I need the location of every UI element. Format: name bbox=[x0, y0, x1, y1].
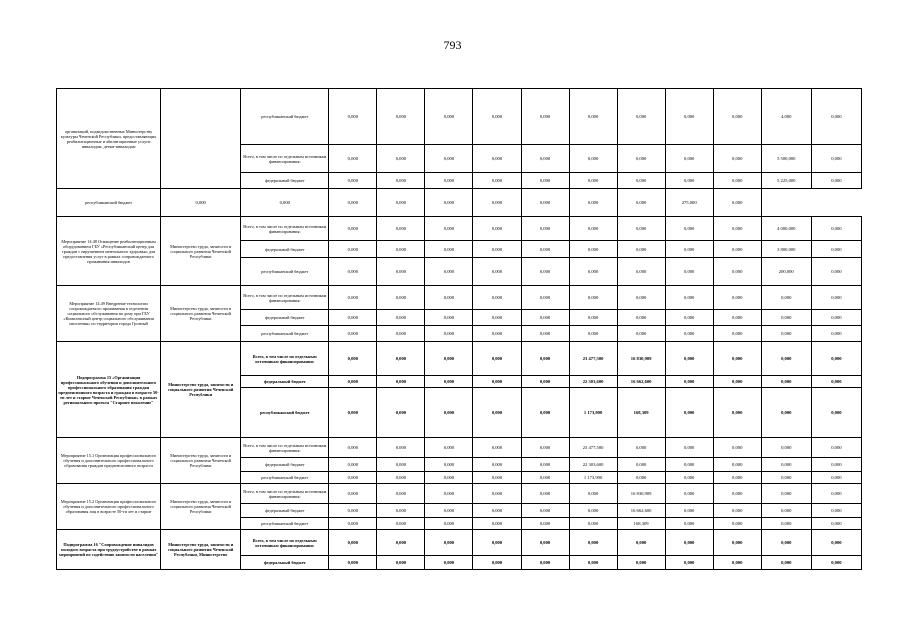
amount-cell: 0,000 bbox=[665, 326, 713, 342]
amount-cell: 0,000 bbox=[329, 472, 377, 484]
responsible-executor-cell: Министерство труда, занятости и социального развития Чеченской Республики bbox=[161, 484, 241, 530]
page-number: 793 bbox=[443, 38, 462, 52]
amount-cell: 0,000 bbox=[425, 472, 473, 484]
amount-cell: 0,000 bbox=[811, 518, 861, 530]
funding-source-cell: республиканский бюджет bbox=[241, 258, 329, 286]
amount-cell: 0,000 bbox=[329, 258, 377, 286]
activity-name-cell: Мероприятие 15.1 Организация профессионального обучения и дополнительного профессионального образования граждан предпенсионного возраста bbox=[57, 438, 161, 484]
amount-cell: 0,000 bbox=[473, 484, 521, 504]
funding-source-cell: федеральный бюджет bbox=[241, 241, 329, 258]
amount-cell: 0,000 bbox=[713, 189, 761, 217]
amount-cell: 0,000 bbox=[473, 472, 521, 484]
amount-cell: 0,000 bbox=[569, 189, 617, 217]
amount-cell: 0,000 bbox=[569, 556, 617, 570]
amount-cell: 0,000 bbox=[569, 518, 617, 530]
amount-cell: 0,000 bbox=[425, 530, 473, 556]
amount-cell: 0,000 bbox=[521, 504, 569, 518]
amount-cell: 0,000 bbox=[761, 484, 811, 504]
amount-cell: 0,000 bbox=[329, 376, 377, 388]
funding-source-cell: Всего, в том числе по отдельным источникам финансирования: bbox=[241, 342, 329, 376]
amount-cell: 0,000 bbox=[569, 173, 617, 189]
amount-cell: 0,000 bbox=[377, 241, 425, 258]
amount-cell: 16 662,600 bbox=[617, 376, 665, 388]
amount-cell: 0,000 bbox=[761, 504, 811, 518]
amount-cell: 0,000 bbox=[761, 472, 811, 484]
amount-cell: 0,000 bbox=[761, 438, 811, 458]
amount-cell: 23 477,500 bbox=[569, 438, 617, 458]
amount-cell: 0,000 bbox=[377, 556, 425, 570]
amount-cell: 0,000 bbox=[617, 530, 665, 556]
amount-cell: 0,000 bbox=[377, 530, 425, 556]
amount-cell: 0,000 bbox=[521, 217, 569, 241]
amount-cell: 0,000 bbox=[521, 89, 569, 145]
funding-source-cell: республиканский бюджет bbox=[241, 89, 329, 145]
funding-source-cell: федеральный бюджет bbox=[241, 458, 329, 472]
budget-table-body bbox=[57, 89, 862, 570]
amount-cell: 0,000 bbox=[473, 189, 521, 217]
amount-cell: 0,000 bbox=[811, 530, 861, 556]
amount-cell: 0,000 bbox=[617, 145, 665, 173]
amount-cell: 0,000 bbox=[713, 556, 761, 570]
table-row bbox=[57, 484, 862, 504]
amount-cell: 0,000 bbox=[425, 458, 473, 472]
amount-cell: 0,000 bbox=[713, 217, 761, 241]
amount-cell: 0,000 bbox=[569, 504, 617, 518]
amount-cell: 0,000 bbox=[665, 388, 713, 438]
amount-cell: 0,000 bbox=[329, 530, 377, 556]
amount-cell: 0,000 bbox=[473, 89, 521, 145]
budget-table bbox=[56, 88, 862, 570]
amount-cell: 0,000 bbox=[473, 504, 521, 518]
amount-cell: 0,000 bbox=[617, 189, 665, 217]
amount-cell: 0,000 bbox=[329, 286, 377, 310]
amount-cell: 0,000 bbox=[377, 217, 425, 241]
amount-cell: 0,000 bbox=[521, 388, 569, 438]
amount-cell: 0,000 bbox=[329, 326, 377, 342]
amount-cell: 0,000 bbox=[617, 286, 665, 310]
amount-cell: 0,000 bbox=[617, 326, 665, 342]
amount-cell: 16 662,600 bbox=[617, 504, 665, 518]
amount-cell: 0,000 bbox=[241, 189, 329, 217]
amount-cell: 0,000 bbox=[665, 89, 713, 145]
amount-cell: 0,000 bbox=[713, 530, 761, 556]
amount-cell: 0,000 bbox=[617, 173, 665, 189]
amount-cell: 0,000 bbox=[329, 241, 377, 258]
amount-cell: 0,000 bbox=[377, 458, 425, 472]
amount-cell: 0,000 bbox=[665, 173, 713, 189]
table-row bbox=[57, 217, 862, 241]
amount-cell: 0,000 bbox=[569, 258, 617, 286]
amount-cell: 0,000 bbox=[811, 258, 861, 286]
amount-cell: 0,000 bbox=[617, 458, 665, 472]
amount-cell: 0,000 bbox=[617, 438, 665, 458]
amount-cell: 0,000 bbox=[329, 438, 377, 458]
amount-cell: 0,000 bbox=[665, 472, 713, 484]
amount-cell: 22 303,600 bbox=[569, 458, 617, 472]
funding-source-cell: республиканский бюджет bbox=[241, 472, 329, 484]
amount-cell: 1 173,900 bbox=[569, 472, 617, 484]
amount-cell: 0,000 bbox=[425, 189, 473, 217]
amount-cell: 0,000 bbox=[713, 376, 761, 388]
amount-cell: 0,000 bbox=[811, 556, 861, 570]
amount-cell: 0,000 bbox=[521, 518, 569, 530]
amount-cell: 22 303,600 bbox=[569, 376, 617, 388]
table-row bbox=[57, 89, 862, 145]
amount-cell: 0,000 bbox=[377, 504, 425, 518]
amount-cell: 0,000 bbox=[329, 217, 377, 241]
amount-cell: 0,000 bbox=[811, 342, 861, 376]
amount-cell: 0,000 bbox=[811, 286, 861, 310]
amount-cell: 168,309 bbox=[617, 518, 665, 530]
amount-cell: 0,000 bbox=[425, 556, 473, 570]
amount-cell: 0,000 bbox=[473, 342, 521, 376]
amount-cell: 0,000 bbox=[521, 530, 569, 556]
amount-cell: 0,000 bbox=[713, 286, 761, 310]
amount-cell: 0,000 bbox=[761, 286, 811, 310]
activity-name-cell: Мероприятие 14.49 Внедрение технологии сопровождаемого проживания в отделении социального обслуживания на дому при ГБУ «Комплексный центр социального обслуживания населения» по территории города Грозный bbox=[57, 286, 161, 342]
amount-cell: 0,000 bbox=[473, 438, 521, 458]
amount-cell: 0,000 bbox=[377, 89, 425, 145]
activity-name-cell: Подпрограмма 16 "Сопровождение инвалидов молодого возраста при трудоустройстве в рамках мероприятий по содействию занятости населения" bbox=[57, 530, 161, 570]
amount-cell: 0,000 bbox=[811, 326, 861, 342]
amount-cell: 0,000 bbox=[473, 388, 521, 438]
amount-cell: 275,000 bbox=[665, 189, 713, 217]
amount-cell: 0,000 bbox=[521, 342, 569, 376]
amount-cell: 0,000 bbox=[329, 518, 377, 530]
amount-cell: 0,000 bbox=[425, 310, 473, 326]
activity-name-cell: Подпрограмма 15 «Организация профессионального обучения и дополнительного профессионального образования граждан предпенсионного возраста и граждан в возрасте 50-ти лет и старше Чеченской Республики» в рамках регионального проекта "Старшее поколение" bbox=[57, 342, 161, 438]
amount-cell: 0,000 bbox=[425, 504, 473, 518]
amount-cell: 5 225,000 bbox=[761, 173, 811, 189]
amount-cell: 0,000 bbox=[425, 484, 473, 504]
table-row bbox=[57, 286, 862, 310]
responsible-executor-cell: Министерство труда, занятости и социального развития Чеченской Республики bbox=[161, 286, 241, 342]
amount-cell: 0,000 bbox=[425, 173, 473, 189]
amount-cell: 0,000 bbox=[569, 326, 617, 342]
activity-name-cell: Мероприятие 15.2 Организация профессионального обучения и дополнительного профессионального образования лиц в возрасте 50-ти лет и старше bbox=[57, 484, 161, 530]
funding-source-cell: Всего, в том числе по отдельным источникам финансирования: bbox=[241, 530, 329, 556]
amount-cell: 0,000 bbox=[377, 518, 425, 530]
amount-cell: 0,000 bbox=[521, 189, 569, 217]
amount-cell: 0,000 bbox=[521, 472, 569, 484]
amount-cell: 0,000 bbox=[473, 376, 521, 388]
amount-cell: 0,000 bbox=[425, 217, 473, 241]
amount-cell: 0,000 bbox=[425, 89, 473, 145]
amount-cell: 0,000 bbox=[377, 326, 425, 342]
amount-cell: 4,000 bbox=[761, 89, 811, 145]
amount-cell: 0,000 bbox=[811, 173, 861, 189]
amount-cell: 0,000 bbox=[761, 530, 811, 556]
funding-source-cell: федеральный бюджет bbox=[241, 173, 329, 189]
amount-cell: 0,000 bbox=[425, 342, 473, 376]
amount-cell: 3 800,000 bbox=[761, 241, 811, 258]
amount-cell: 0,000 bbox=[329, 458, 377, 472]
amount-cell: 0,000 bbox=[521, 458, 569, 472]
amount-cell: 0,000 bbox=[473, 258, 521, 286]
funding-source-cell: Всего, в том числе по отдельным источникам финансирования: bbox=[241, 484, 329, 504]
amount-cell: 0,000 bbox=[713, 310, 761, 326]
amount-cell: 0,000 bbox=[377, 286, 425, 310]
amount-cell: 0,000 bbox=[811, 504, 861, 518]
amount-cell: 0,000 bbox=[665, 145, 713, 173]
funding-source-cell: Всего, в том числе по отдельным источникам финансирования: bbox=[241, 438, 329, 458]
amount-cell: 0,000 bbox=[329, 310, 377, 326]
amount-cell: 0,000 bbox=[713, 438, 761, 458]
amount-cell: 0,000 bbox=[473, 458, 521, 472]
amount-cell: 0,000 bbox=[617, 258, 665, 286]
funding-source-cell: республиканский бюджет bbox=[241, 518, 329, 530]
amount-cell: 0,000 bbox=[713, 258, 761, 286]
amount-cell: 0,000 bbox=[377, 388, 425, 438]
amount-cell: 0,000 bbox=[329, 504, 377, 518]
amount-cell: 168,309 bbox=[617, 388, 665, 438]
amount-cell: 16 830,909 bbox=[617, 484, 665, 504]
amount-cell: 0,000 bbox=[521, 376, 569, 388]
amount-cell: 0,000 bbox=[665, 504, 713, 518]
amount-cell: 0,000 bbox=[521, 438, 569, 458]
amount-cell: 0,000 bbox=[617, 556, 665, 570]
amount-cell: 0,000 bbox=[811, 241, 861, 258]
amount-cell: 0,000 bbox=[811, 145, 861, 173]
amount-cell: 0,000 bbox=[473, 173, 521, 189]
amount-cell: 0,000 bbox=[425, 145, 473, 173]
amount-cell: 0,000 bbox=[425, 438, 473, 458]
amount-cell: 0,000 bbox=[665, 241, 713, 258]
amount-cell: 0,000 bbox=[713, 458, 761, 472]
amount-cell: 0,000 bbox=[569, 89, 617, 145]
amount-cell: 0,000 bbox=[329, 388, 377, 438]
amount-cell: 0,000 bbox=[377, 189, 425, 217]
amount-cell: 0,000 bbox=[329, 173, 377, 189]
amount-cell: 0,000 bbox=[521, 241, 569, 258]
amount-cell: 0,000 bbox=[377, 342, 425, 376]
activity-name-cell: Мероприятие 14.48 Оснащение реабилитационным оборудованием ГБУ «Республиканский центр для граждан с нарушением ментального здоровья» для предоставления услуг в рамках сопровождаемого проживания инвалидов bbox=[57, 217, 161, 286]
amount-cell: 0,000 bbox=[617, 217, 665, 241]
amount-cell: 0,000 bbox=[473, 145, 521, 173]
amount-cell: 0,000 bbox=[425, 376, 473, 388]
amount-cell: 0,000 bbox=[761, 458, 811, 472]
amount-cell: 0,000 bbox=[521, 310, 569, 326]
amount-cell: 0,000 bbox=[569, 286, 617, 310]
amount-cell: 0,000 bbox=[665, 376, 713, 388]
funding-source-cell: Всего, в том числе по отдельным источникам финансирования: bbox=[241, 145, 329, 173]
funding-source-cell: республиканский бюджет bbox=[241, 326, 329, 342]
amount-cell: 0,000 bbox=[811, 388, 861, 438]
amount-cell: 0,000 bbox=[377, 145, 425, 173]
amount-cell: 0,000 bbox=[665, 310, 713, 326]
amount-cell: 0,000 bbox=[425, 326, 473, 342]
amount-cell: 0,000 bbox=[811, 472, 861, 484]
amount-cell: 0,000 bbox=[425, 388, 473, 438]
amount-cell: 0,000 bbox=[761, 518, 811, 530]
funding-source-cell: республиканский бюджет bbox=[57, 189, 161, 217]
amount-cell: 0,000 bbox=[377, 438, 425, 458]
amount-cell: 0,000 bbox=[811, 438, 861, 458]
amount-cell: 0,000 bbox=[473, 326, 521, 342]
funding-source-cell: федеральный бюджет bbox=[241, 556, 329, 570]
table-row bbox=[57, 189, 862, 217]
amount-cell: 0,000 bbox=[811, 376, 861, 388]
amount-cell: 0,000 bbox=[329, 189, 377, 217]
amount-cell: 0,000 bbox=[377, 472, 425, 484]
amount-cell: 0,000 bbox=[761, 376, 811, 388]
amount-cell: 0,000 bbox=[811, 217, 861, 241]
amount-cell: 0,000 bbox=[713, 388, 761, 438]
amount-cell: 0,000 bbox=[161, 189, 241, 217]
amount-cell: 0,000 bbox=[377, 258, 425, 286]
amount-cell: 0,000 bbox=[761, 342, 811, 376]
amount-cell: 0,000 bbox=[811, 484, 861, 504]
amount-cell: 0,000 bbox=[473, 241, 521, 258]
amount-cell: 0,000 bbox=[713, 145, 761, 173]
amount-cell: 0,000 bbox=[761, 556, 811, 570]
amount-cell: 0,000 bbox=[329, 342, 377, 376]
amount-cell: 0,000 bbox=[617, 89, 665, 145]
activity-name-cell: организаций, подведомственных Министерству культуры Чеченской Республики, предоставляющих реабилитационные и абилитационные услуги инвалидам, детям-инвалидам bbox=[57, 89, 161, 189]
amount-cell: 0,000 bbox=[329, 484, 377, 504]
amount-cell: 0,000 bbox=[713, 472, 761, 484]
responsible-executor-cell: Министерство труда, занятости и социального развития Чеченской Республики bbox=[161, 438, 241, 484]
table-row bbox=[57, 530, 862, 556]
amount-cell: 16 830,909 bbox=[617, 342, 665, 376]
amount-cell: 0,000 bbox=[569, 310, 617, 326]
amount-cell: 0,000 bbox=[329, 145, 377, 173]
amount-cell: 0,000 bbox=[665, 518, 713, 530]
amount-cell: 0,000 bbox=[569, 145, 617, 173]
amount-cell: 0,000 bbox=[811, 310, 861, 326]
amount-cell: 0,000 bbox=[811, 458, 861, 472]
amount-cell: 0,000 bbox=[329, 556, 377, 570]
amount-cell: 0,000 bbox=[473, 217, 521, 241]
amount-cell: 0,000 bbox=[665, 217, 713, 241]
responsible-executor-cell bbox=[161, 89, 241, 189]
amount-cell: 23 477,500 bbox=[569, 342, 617, 376]
amount-cell: 0,000 bbox=[617, 472, 665, 484]
amount-cell: 0,000 bbox=[521, 556, 569, 570]
amount-cell: 0,000 bbox=[521, 258, 569, 286]
amount-cell: 0,000 bbox=[665, 342, 713, 376]
amount-cell: 0,000 bbox=[761, 310, 811, 326]
funding-source-cell: федеральный бюджет bbox=[241, 310, 329, 326]
funding-source-cell: федеральный бюджет bbox=[241, 376, 329, 388]
amount-cell: 0,000 bbox=[713, 518, 761, 530]
amount-cell: 0,000 bbox=[521, 286, 569, 310]
amount-cell: 0,000 bbox=[665, 484, 713, 504]
amount-cell: 0,000 bbox=[377, 484, 425, 504]
amount-cell: 0,000 bbox=[569, 484, 617, 504]
amount-cell: 200,000 bbox=[761, 258, 811, 286]
amount-cell: 0,000 bbox=[473, 556, 521, 570]
funding-source-cell: республиканский бюджет bbox=[241, 388, 329, 438]
amount-cell: 0,000 bbox=[569, 217, 617, 241]
amount-cell: 0,000 bbox=[713, 89, 761, 145]
amount-cell: 0,000 bbox=[425, 286, 473, 310]
amount-cell: 0,000 bbox=[713, 326, 761, 342]
amount-cell: 0,000 bbox=[473, 310, 521, 326]
amount-cell: 0,000 bbox=[521, 484, 569, 504]
funding-source-cell: Всего, в том числе по отдельным источникам финансирования: bbox=[241, 286, 329, 310]
amount-cell: 4 000,000 bbox=[761, 217, 811, 241]
amount-cell: 0,000 bbox=[665, 286, 713, 310]
amount-cell: 0,000 bbox=[377, 173, 425, 189]
amount-cell: 0,000 bbox=[521, 145, 569, 173]
amount-cell: 0,000 bbox=[425, 518, 473, 530]
amount-cell: 0,000 bbox=[473, 518, 521, 530]
amount-cell: 0,000 bbox=[713, 504, 761, 518]
amount-cell: 0,000 bbox=[665, 530, 713, 556]
amount-cell: 0,000 bbox=[665, 556, 713, 570]
amount-cell: 0,000 bbox=[425, 241, 473, 258]
amount-cell: 0,000 bbox=[665, 458, 713, 472]
amount-cell: 0,000 bbox=[425, 258, 473, 286]
amount-cell: 0,000 bbox=[377, 310, 425, 326]
amount-cell: 0,000 bbox=[521, 173, 569, 189]
amount-cell: 0,000 bbox=[713, 241, 761, 258]
amount-cell: 0,000 bbox=[811, 89, 861, 145]
responsible-executor-cell: Министерство труда, занятости и социального развития Чеченской Республики bbox=[161, 342, 241, 438]
amount-cell: 0,000 bbox=[713, 173, 761, 189]
amount-cell: 0,000 bbox=[473, 286, 521, 310]
amount-cell: 0,000 bbox=[521, 326, 569, 342]
table-row bbox=[57, 342, 862, 376]
amount-cell: 0,000 bbox=[377, 376, 425, 388]
table-row bbox=[57, 438, 862, 458]
amount-cell: 0,000 bbox=[617, 241, 665, 258]
amount-cell: 5 500,000 bbox=[761, 145, 811, 173]
amount-cell: 0,000 bbox=[713, 342, 761, 376]
funding-source-cell: Всего, в том числе по отдельным источникам финансирования: bbox=[241, 217, 329, 241]
amount-cell: 1 173,900 bbox=[569, 388, 617, 438]
amount-cell: 0,000 bbox=[761, 326, 811, 342]
amount-cell: 0,000 bbox=[665, 438, 713, 458]
funding-source-cell: федеральный бюджет bbox=[241, 504, 329, 518]
amount-cell: 0,000 bbox=[473, 530, 521, 556]
amount-cell: 0,000 bbox=[713, 484, 761, 504]
responsible-executor-cell: Министерство труда, занятости и социального развития Чеченской Республики bbox=[161, 217, 241, 286]
amount-cell: 0,000 bbox=[569, 530, 617, 556]
amount-cell: 0,000 bbox=[329, 89, 377, 145]
amount-cell: 0,000 bbox=[665, 258, 713, 286]
amount-cell: 0,000 bbox=[761, 388, 811, 438]
amount-cell: 0,000 bbox=[617, 310, 665, 326]
responsible-executor-cell: Министерство труда, занятости и социального развития Чеченской Республики, Министерство bbox=[161, 530, 241, 570]
amount-cell: 0,000 bbox=[569, 241, 617, 258]
